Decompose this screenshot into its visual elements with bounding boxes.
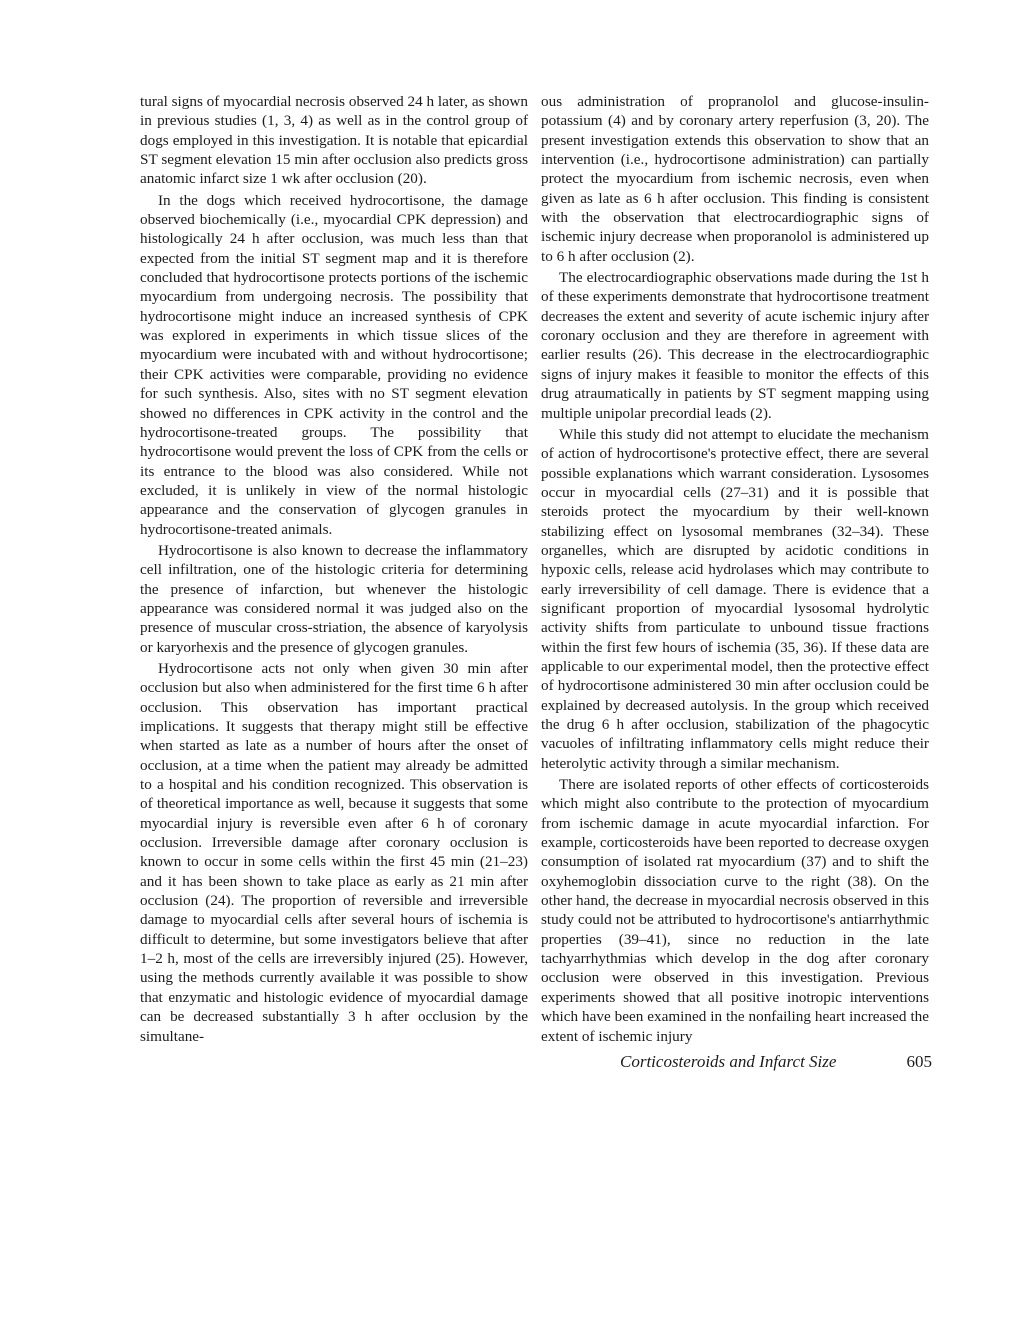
running-title: Corticosteroids and Infarct Size [620,1052,837,1071]
right-column [541,92,929,1046]
left-column [140,92,528,1046]
paragraph: The electrocardiographic observations made during the 1st h of these experiments demonstrate that hydrocortisone treatment decreases the extent and severity of acute ischemic injury after coronary occlusion and they are therefore in agreement with earlier results (26). This decrease in the electrocardiographic signs of injury makes it feasible to monitor the effects of this drug atraumatically in patients by ST segment mapping using multiple unipolar precordial leads (2). [541,269,929,422]
paragraph: There are isolated reports of other effects of corticosteroids which might also contribute to the protection of myocardium from ischemic damage in acute myocardial infarction. For example, corticosteroids have been reported to decrease oxygen consumption of isolated rat myocardium (37) and to shift the oxyhemoglobin dissociation curve to the right (38). On the other hand, the decrease in myocardial necrosis observed in this study could not be attributed to hydrocortisone's antiarrhythmic properties (39–41), since no reduction in the late tachyarrhythmias which develop in the dog after coronary occlusion were observed in this investigation. Previous experiments showed that all positive inotropic interventions which have been examined in the nonfailing heart increased the extent of ischemic injury [541,776,929,1045]
paragraph: While this study did not attempt to elucidate the mechanism of action of hydrocortisone's protective effect, there are several possible explanations which warrant consideration. Lysosomes occur in myocardial cells (27–31) and it is possible that steroids protect the myocardium by their well-known stabilizing effect on lysosomal membranes (32–34). These organelles, which are disrupted by acidotic conditions in hypoxic cells, release acid hydrolases which may contribute to early irreversibility of cell damage. There is evidence that a significant proportion of myocardial lysosomal hydrolytic activity shifts from particulate to unbound tissue fractions within the first few hours of ischemia (35, 36). If these data are applicable to our experimental model, then the protective effect of hydrocortisone administered 30 min after occlusion could be explained by decreased autolysis. In the group which received the drug 6 h after occlusion, stabilization of the phagocytic vacuoles of infiltrating inflammatory cells might reduce their heterolytic activity through a similar mechanism. [541,425,929,772]
running-footer [612,1052,932,1078]
paragraph: Hydrocortisone is also known to decrease the inflammatory cell infiltration, one of the histologic criteria for determining the presence of infarction, but whenever the histologic appearance was considered normal it was judged also on the presence of muscular cross-striation, the absence of karyolysis or karyorhexis and the presence of glycogen granules. [140,541,528,656]
page-number: 605 [906,1052,932,1071]
paragraph: Hydrocortisone acts not only when given 30 min after occlusion but also when administered for the first time 6 h after occlusion. This observation has important practical implications. It suggests that therapy might still be effective when started as late as a number of hours after the onset of occlusion, at a time when the patient may already be admitted to a hospital and his condition recognized. This observation is of theoretical importance as well, because it suggests that some myocardial injury is reversible even after 6 h of coronary occlusion. Irreversible damage after coronary occlusion is known to occur in some cells within the first 45 min (21–23) and it has been shown to take place as early as 21 min after occlusion (24). The proportion of reversible and irreversible damage to myocardial cells after several hours of ischemia is difficult to determine, but some investigators believe that after 1–2 h, most of the cells are irreversibly injured (25). However, using the methods currently available it was possible to show that enzymatic and histologic evidence of myocardial damage can be decreased substantially 3 h after occlusion by the simultane- [140,659,528,1045]
paragraph: In the dogs which received hydrocortisone, the damage observed biochemically (i.e., myocardial CPK depression) and histologically 24 h after occlusion, was much less than that expected from the initial ST segment map and it is therefore concluded that hydrocortisone protects portions of the ischemic myocardium from undergoing necrosis. The possibility that hydrocortisone might induce an increased synthesis of CPK was explored in experiments in which tissue slices of the myocardium were incubated with and without hydrocortisone; their CPK activities were comparable, providing no evidence for such synthesis. Also, sites with no ST segment elevation showed no differences in CPK activity in the control and the hydrocortisone-treated groups. The possibility that hydrocortisone would prevent the loss of CPK from the cells or its entrance to the blood was also considered. While not excluded, it is unlikely in view of the normal histologic appearance and the conservation of glycogen granules in hydrocortisone-treated animals. [140,191,528,538]
paragraph: tural signs of myocardial necrosis observed 24 h later, as shown in previous studies (1, 3, 4) as well as in the control group of dogs employed in this investigation. It is notable that epicardial ST segment elevation 15 min after occlusion also predicts gross anatomic infarct size 1 wk after occlusion (20). [140,93,528,188]
paragraph: ous administration of propranolol and glucose-insulin-potassium (4) and by coronary artery reperfusion (3, 20). The present investigation extends this observation to show that an intervention (i.e., hydrocortisone administration) can partially protect the myocardium from ischemic necrosis, even when given as late as 6 h after occlusion. This finding is consistent with the observation that electrocardiographic signs of ischemic injury decrease when proporanolol is administered up to 6 h after occlusion (2). [541,93,929,265]
